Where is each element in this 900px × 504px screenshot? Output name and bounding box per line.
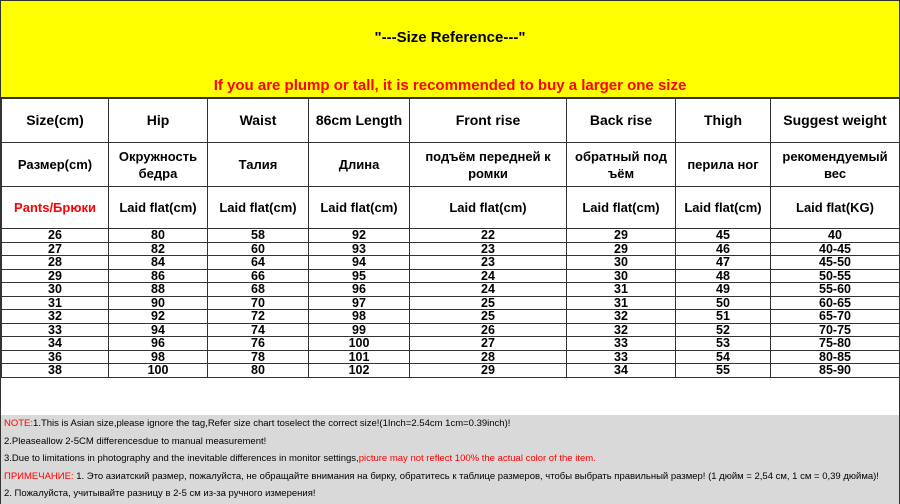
table-cell: 30: [567, 269, 676, 283]
table-cell: 29: [567, 242, 676, 256]
table-cell: 53: [676, 337, 771, 351]
table-cell: 32: [2, 310, 109, 324]
header-cell: Hip: [109, 99, 208, 143]
header-row-english: [2, 99, 900, 143]
table-cell: 60: [208, 242, 309, 256]
table-row: [2, 283, 900, 297]
table-cell: 85-90: [771, 364, 900, 378]
header-cell: обратный под ъём: [567, 143, 676, 187]
table-cell: 98: [309, 310, 410, 324]
table-cell: 55-60: [771, 283, 900, 297]
header-cell: Front rise: [410, 99, 567, 143]
notes-section: [1, 415, 899, 504]
table-row: [2, 350, 900, 364]
table-cell: 90: [109, 296, 208, 310]
table-cell: 29: [567, 229, 676, 243]
table-cell: 100: [109, 364, 208, 378]
header-cell: Размер(cm): [2, 143, 109, 187]
table-cell: 50-55: [771, 269, 900, 283]
table-cell: 64: [208, 256, 309, 270]
table-cell: 22: [410, 229, 567, 243]
pants-label: Pants/Брюки: [2, 187, 109, 229]
table-cell: 30: [567, 256, 676, 270]
note-line: [1, 415, 899, 433]
table-cell: 80: [208, 364, 309, 378]
header-row-russian: [2, 143, 900, 187]
header-cell: Size(cm): [2, 99, 109, 143]
header-cell: 86cm Length: [309, 99, 410, 143]
table-cell: 96: [109, 337, 208, 351]
table-cell: 45-50: [771, 256, 900, 270]
header-cell: рекомендуемый вес: [771, 143, 900, 187]
header-row-measure: [2, 187, 900, 229]
table-cell: 50: [676, 296, 771, 310]
table-cell: 86: [109, 269, 208, 283]
table-cell: 33: [2, 323, 109, 337]
header-cell: Laid flat(cm): [309, 187, 410, 229]
table-cell: 28: [410, 350, 567, 364]
table-cell: 100: [309, 337, 410, 351]
note-text: 1. Это азиатский размер, пожалуйста, не обращайте внимания на бирку, обратитесь к таблице размеров, чтобы выбрать правильный размер! (1 дюйм = 2,54 см, 1 см = 0,39 дюйма)!: [73, 470, 879, 482]
table-cell: 80: [109, 229, 208, 243]
table-cell: 102: [309, 364, 410, 378]
table-cell: 33: [567, 350, 676, 364]
table-cell: 31: [2, 296, 109, 310]
table-cell: 68: [208, 283, 309, 297]
table-row: [2, 229, 900, 243]
header-cell: Laid flat(cm): [676, 187, 771, 229]
table-cell: 25: [410, 310, 567, 324]
table-cell: 70: [208, 296, 309, 310]
table-row: [2, 256, 900, 270]
table-cell: 55: [676, 364, 771, 378]
note-line: [1, 485, 899, 503]
table-cell: 29: [410, 364, 567, 378]
table-cell: 34: [567, 364, 676, 378]
table-row: [2, 337, 900, 351]
table-cell: 30: [2, 283, 109, 297]
table-cell: 75-80: [771, 337, 900, 351]
size-recommendation-notice: If you are plump or tall, it is recommended to buy a larger one size: [1, 73, 899, 98]
table-row: [2, 323, 900, 337]
table-cell: 92: [109, 310, 208, 324]
header-cell: подъём передней к ромки: [410, 143, 567, 187]
table-cell: 27: [2, 242, 109, 256]
table-cell: 27: [410, 337, 567, 351]
note-red-text: picture may not reflect 100% the actual color of the item.: [358, 453, 596, 465]
table-cell: 74: [208, 323, 309, 337]
table-cell: 65-70: [771, 310, 900, 324]
table-row: [2, 364, 900, 378]
note-line: [1, 450, 899, 468]
note-text: 2. Пожалуйста, учитывайте разницу в 2-5 см из-за ручного измерения!: [4, 488, 316, 500]
header-cell: перила ног: [676, 143, 771, 187]
table-cell: 80-85: [771, 350, 900, 364]
table-cell: 49: [676, 283, 771, 297]
table-row: [2, 310, 900, 324]
table-cell: 38: [2, 364, 109, 378]
table-cell: 88: [109, 283, 208, 297]
table-cell: 51: [676, 310, 771, 324]
header-cell: Back rise: [567, 99, 676, 143]
table-cell: 76: [208, 337, 309, 351]
table-cell: 31: [567, 296, 676, 310]
note-line: [1, 468, 899, 486]
note-prefix: NOTE:: [4, 418, 34, 429]
table-cell: 45: [676, 229, 771, 243]
table-cell: 92: [309, 229, 410, 243]
header-cell: Suggest weight: [771, 99, 900, 143]
table-cell: 23: [410, 242, 567, 256]
table-cell: 24: [410, 269, 567, 283]
table-cell: 84: [109, 256, 208, 270]
table-cell: 94: [309, 256, 410, 270]
table-cell: 40: [771, 229, 900, 243]
table-cell: 33: [567, 337, 676, 351]
note-text: 3.Due to limitations in photography and the inevitable differences in monitor settings,: [4, 453, 359, 465]
table-cell: 52: [676, 323, 771, 337]
header-cell: Laid flat(cm): [109, 187, 208, 229]
note-text: 2.Pleaseallow 2-5CM differencesdue to manual measurement!: [4, 435, 267, 447]
table-cell: 98: [109, 350, 208, 364]
header-cell: Laid flat(cm): [208, 187, 309, 229]
table-cell: 28: [2, 256, 109, 270]
table-cell: 26: [410, 323, 567, 337]
header-cell: Laid flat(cm): [567, 187, 676, 229]
table-cell: 47: [676, 256, 771, 270]
table-row: [2, 296, 900, 310]
table-cell: 48: [676, 269, 771, 283]
header-cell: Окружность бедра: [109, 143, 208, 187]
table-cell: 40-45: [771, 242, 900, 256]
table-cell: 96: [309, 283, 410, 297]
table-cell: 32: [567, 323, 676, 337]
header-cell: Thigh: [676, 99, 771, 143]
chart-title: "---Size Reference---": [1, 1, 899, 74]
table-cell: 23: [410, 256, 567, 270]
table-cell: 78: [208, 350, 309, 364]
table-cell: 60-65: [771, 296, 900, 310]
note-prefix-ru: ПРИМЕЧАНИЕ:: [4, 470, 74, 482]
size-table: [1, 98, 900, 378]
table-cell: 54: [676, 350, 771, 364]
header-cell: Длина: [309, 143, 410, 187]
table-cell: 99: [309, 323, 410, 337]
table-cell: 36: [2, 350, 109, 364]
header-cell: Laid flat(KG): [771, 187, 900, 229]
table-cell: 70-75: [771, 323, 900, 337]
table-cell: 29: [2, 269, 109, 283]
table-cell: 34: [2, 337, 109, 351]
table-cell: 97: [309, 296, 410, 310]
table-cell: 31: [567, 283, 676, 297]
table-cell: 101: [309, 350, 410, 364]
table-cell: 95: [309, 269, 410, 283]
table-cell: 94: [109, 323, 208, 337]
header-cell: Талия: [208, 143, 309, 187]
note-text: 1.This is Asian size,please ignore the tag,Refer size chart toselect the correct size!(1Inch=2.54cm 1cm=0.39inch)!: [33, 418, 511, 429]
table-cell: 26: [2, 229, 109, 243]
table-cell: 46: [676, 242, 771, 256]
table-cell: 66: [208, 269, 309, 283]
header-cell: Laid flat(cm): [410, 187, 567, 229]
table-cell: 24: [410, 283, 567, 297]
table-cell: 25: [410, 296, 567, 310]
table-cell: 58: [208, 229, 309, 243]
table-row: [2, 242, 900, 256]
table-cell: 82: [109, 242, 208, 256]
table-row: [2, 269, 900, 283]
table-cell: 32: [567, 310, 676, 324]
note-line: [1, 433, 899, 451]
header-cell: Waist: [208, 99, 309, 143]
table-cell: 93: [309, 242, 410, 256]
table-cell: 72: [208, 310, 309, 324]
